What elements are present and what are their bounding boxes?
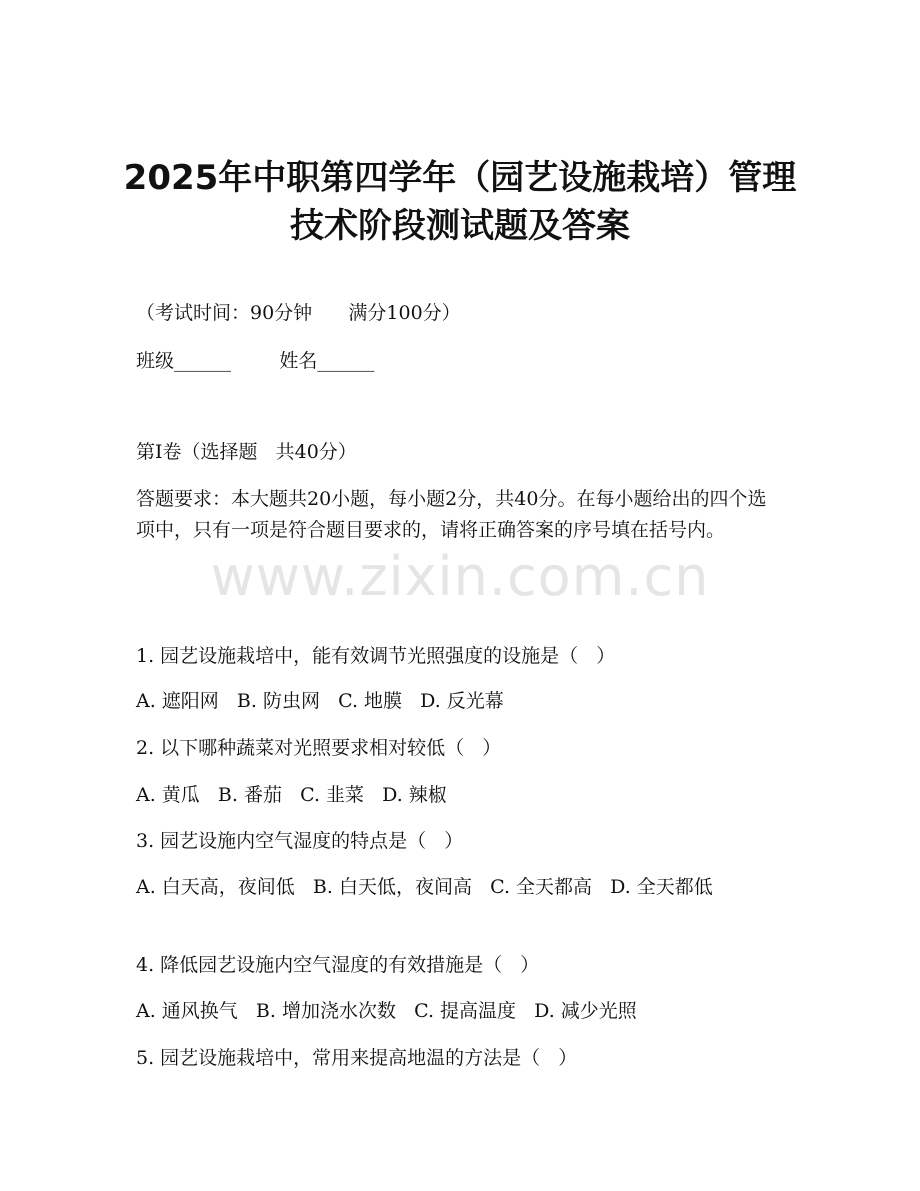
watermark: www.zixin.com.cn [210, 545, 710, 608]
question-3-stem: 3. 园艺设施内空气湿度的特点是（ ） [136, 830, 464, 852]
question-3-options: A. 白天高，夜间低 B. 白天低，夜间高 C. 全天都高 D. 全天都低 [136, 876, 713, 898]
class-name-fields: 班级______ 姓名______ [136, 350, 375, 372]
question-1-options: A. 遮阳网 B. 防虫网 C. 地膜 D. 反光幕 [136, 690, 504, 712]
question-5-stem: 5. 园艺设施栽培中，常用来提高地温的方法是（ ） [136, 1047, 578, 1069]
section-title: 第I卷（选择题 共40分） [136, 441, 357, 463]
question-2-options: A. 黄瓜 B. 番茄 C. 韭菜 D. 辣椒 [136, 784, 447, 806]
document-title-line-1: 2025年中职第四学年（园艺设施栽培）管理 [123, 158, 797, 198]
instructions: 答题要求：本大题共20小题，每小题2分，共40分。在每小题给出的四个选项中，只有一项是符合题目要求的，请将正确答案的序号填在括号内。 [136, 488, 767, 541]
question-4-stem: 4. 降低园艺设施内空气湿度的有效措施是（ ） [136, 954, 540, 976]
exam-info: （考试时间：90分钟 满分100分） [136, 302, 461, 324]
document-title-line-2: 技术阶段测试题及答案 [290, 206, 630, 246]
question-2-stem: 2. 以下哪种蔬菜对光照要求相对较低（ ） [136, 737, 502, 759]
question-1-stem: 1. 园艺设施栽培中，能有效调节光照强度的设施是（ ） [136, 645, 616, 667]
question-4-options: A. 通风换气 B. 增加浇水次数 C. 提高温度 D. 减少光照 [136, 1000, 637, 1022]
